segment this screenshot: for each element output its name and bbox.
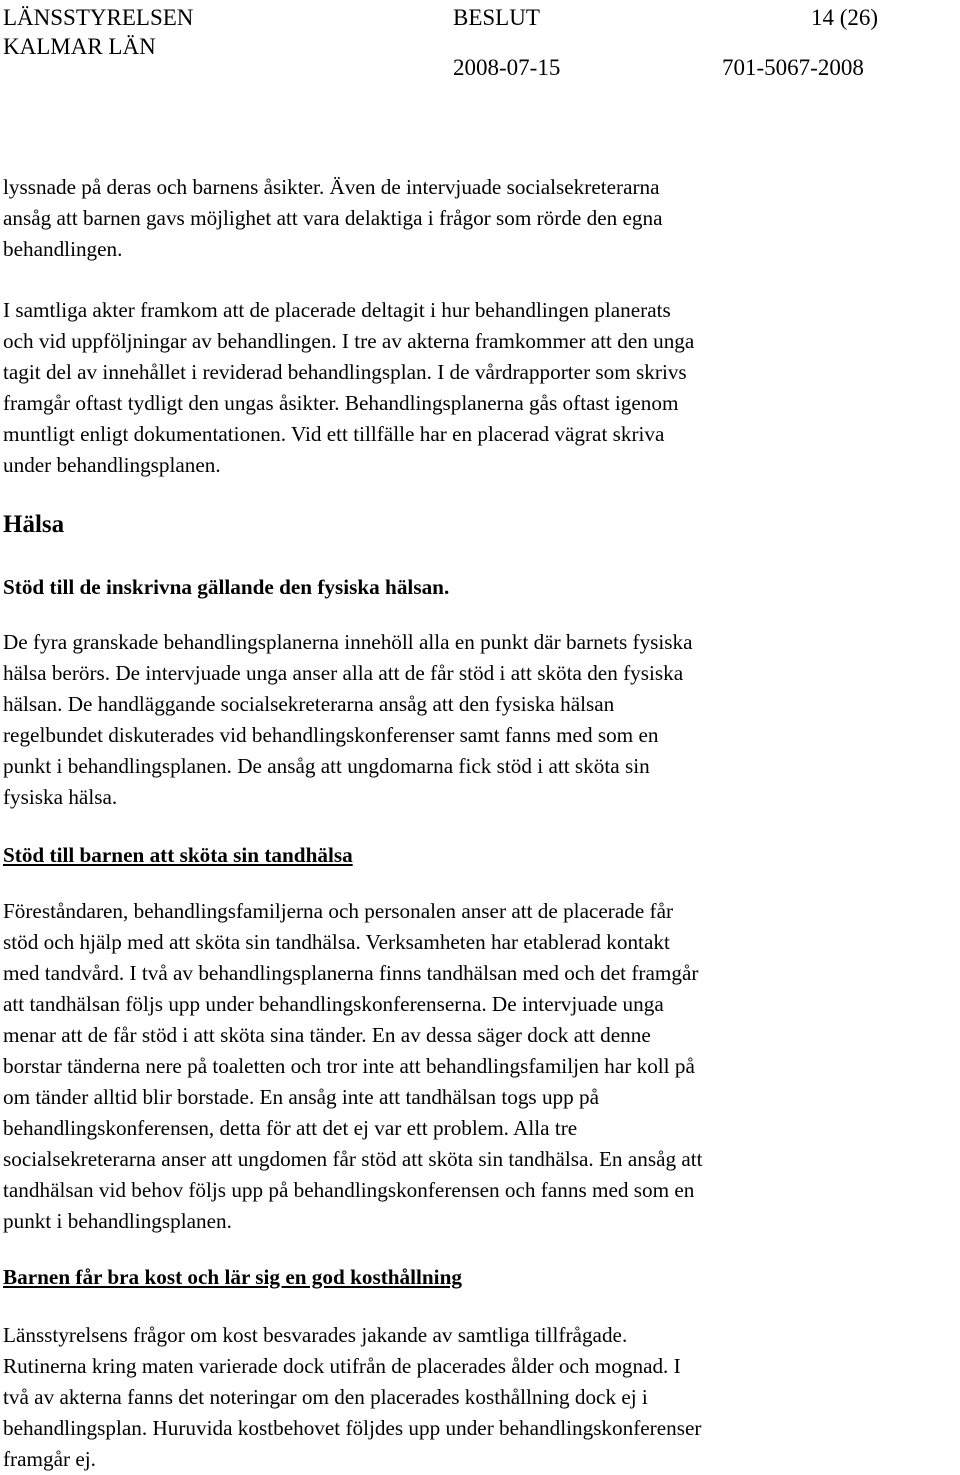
subheading-fysisk-halsa: Stöd till de inskrivna gällande den fysiska hälsan. (3, 575, 450, 599)
tandhalsa-paragraph (3, 896, 938, 1237)
text-line: Rutinerna kring maten varierade dock utifrån de placerades ålder och mognad. I (3, 1354, 681, 1378)
text-line: Länsstyrelsens frågor om kost besvarades jakande av samtliga tillfrågade. (3, 1323, 628, 1347)
header-org-line2: KALMAR LÄN (3, 34, 156, 59)
text-line: De fyra granskade behandlingsplanerna innehöll alla en punkt där barnets fysiska (3, 630, 693, 654)
text-line: muntligt enligt dokumentationen. Vid ett tillfälle har en placerad vägrat skriva (3, 422, 665, 446)
text-line: behandlingskonferensen, detta för att det ej var ett problem. Alla tre (3, 1116, 578, 1140)
text-line: med tandvård. I två av behandlingsplanerna finns tandhälsan med och det framgår (3, 961, 699, 985)
header-date: 2008-07-15 (453, 55, 561, 80)
text-line: socialsekreterarna anser att ungdomen får stöd att sköta sin tandhälsa. En ansåg att (3, 1147, 703, 1171)
text-line: tandhälsan vid behov följs upp på behandlingskonferensen och fanns med som en (3, 1178, 695, 1202)
text-line: och vid uppföljningar av behandlingen. I tre av akterna framkommer att den unga (3, 329, 695, 353)
header-org-line1: LÄNSSTYRELSEN (3, 5, 194, 30)
text-line: framgår oftast tydligt den ungas åsikter. Behandlingsplanerna gås oftast igenom (3, 391, 679, 415)
kost-paragraph (3, 1320, 938, 1475)
text-line: lyssnade på deras och barnens åsikter. Även de intervjuade socialsekreterarna (3, 175, 660, 199)
section-heading-halsa: Hälsa (3, 511, 65, 538)
text-line: behandlingen. (3, 237, 123, 261)
text-line: stöd och hjälp med att sköta sin tandhälsa. Verksamheten har etablerad kontakt (3, 930, 670, 954)
text-line: borstar tänderna nere på toaletten och tror inte att behandlingsfamiljen har koll på (3, 1054, 695, 1078)
text-line: om tänder alltid blir borstade. En ansåg inte att tandhälsan togs upp på (3, 1085, 600, 1109)
header-page-number: 14 (26) (811, 5, 879, 30)
text-line: I samtliga akter framkom att de placerade deltagit i hur behandlingen planerats (3, 298, 671, 322)
subheading-kost: Barnen får bra kost och lär sig en god kosthållning (3, 1265, 462, 1289)
text-line: fysiska hälsa. (3, 785, 118, 809)
text-line: regelbundet diskuterades vid behandlingskonferenser samt fanns med som en (3, 723, 659, 747)
text-line: tagit del av innehållet i reviderad behandlingsplan. I de vårdrapporter som skrivs (3, 360, 687, 384)
fysisk-halsa-paragraph (3, 627, 938, 813)
header-case-number: 701-5067-2008 (722, 55, 864, 80)
text-line: menar att de får stöd i att sköta sina tänder. En av dessa säger dock att denne (3, 1023, 651, 1047)
text-line: två av akterna fanns det noteringar om den placerades kosthållning dock ej i (3, 1385, 648, 1409)
text-line: punkt i behandlingsplanen. (3, 1209, 232, 1233)
text-line: hälsan. De handläggande socialsekreterarna ansåg att den fysiska hälsan (3, 692, 615, 716)
header-doc-type: BESLUT (453, 5, 540, 30)
text-line: framgår ej. (3, 1447, 96, 1471)
text-line: att tandhälsan följs upp under behandlingskonferenserna. De intervjuade unga (3, 992, 664, 1016)
text-line: punkt i behandlingsplanen. De ansåg att ungdomarna fick stöd i att sköta sin (3, 754, 650, 778)
text-line: behandlingsplan. Huruvida kostbehovet följdes upp under behandlingskonferenser (3, 1416, 702, 1440)
text-line: hälsa berörs. De intervjuade unga anser alla att de får stöd i att sköta den fysiska (3, 661, 684, 685)
akter-paragraph (3, 295, 938, 481)
intro-paragraph (3, 172, 938, 265)
subheading-tandhalsa: Stöd till barnen att sköta sin tandhälsa (3, 843, 353, 867)
text-line: under behandlingsplanen. (3, 453, 221, 477)
text-line: ansåg att barnen gavs möjlighet att vara delaktiga i frågor som rörde den egna (3, 206, 663, 230)
text-line: Föreståndaren, behandlingsfamiljerna och personalen anser att de placerade får (3, 899, 674, 923)
